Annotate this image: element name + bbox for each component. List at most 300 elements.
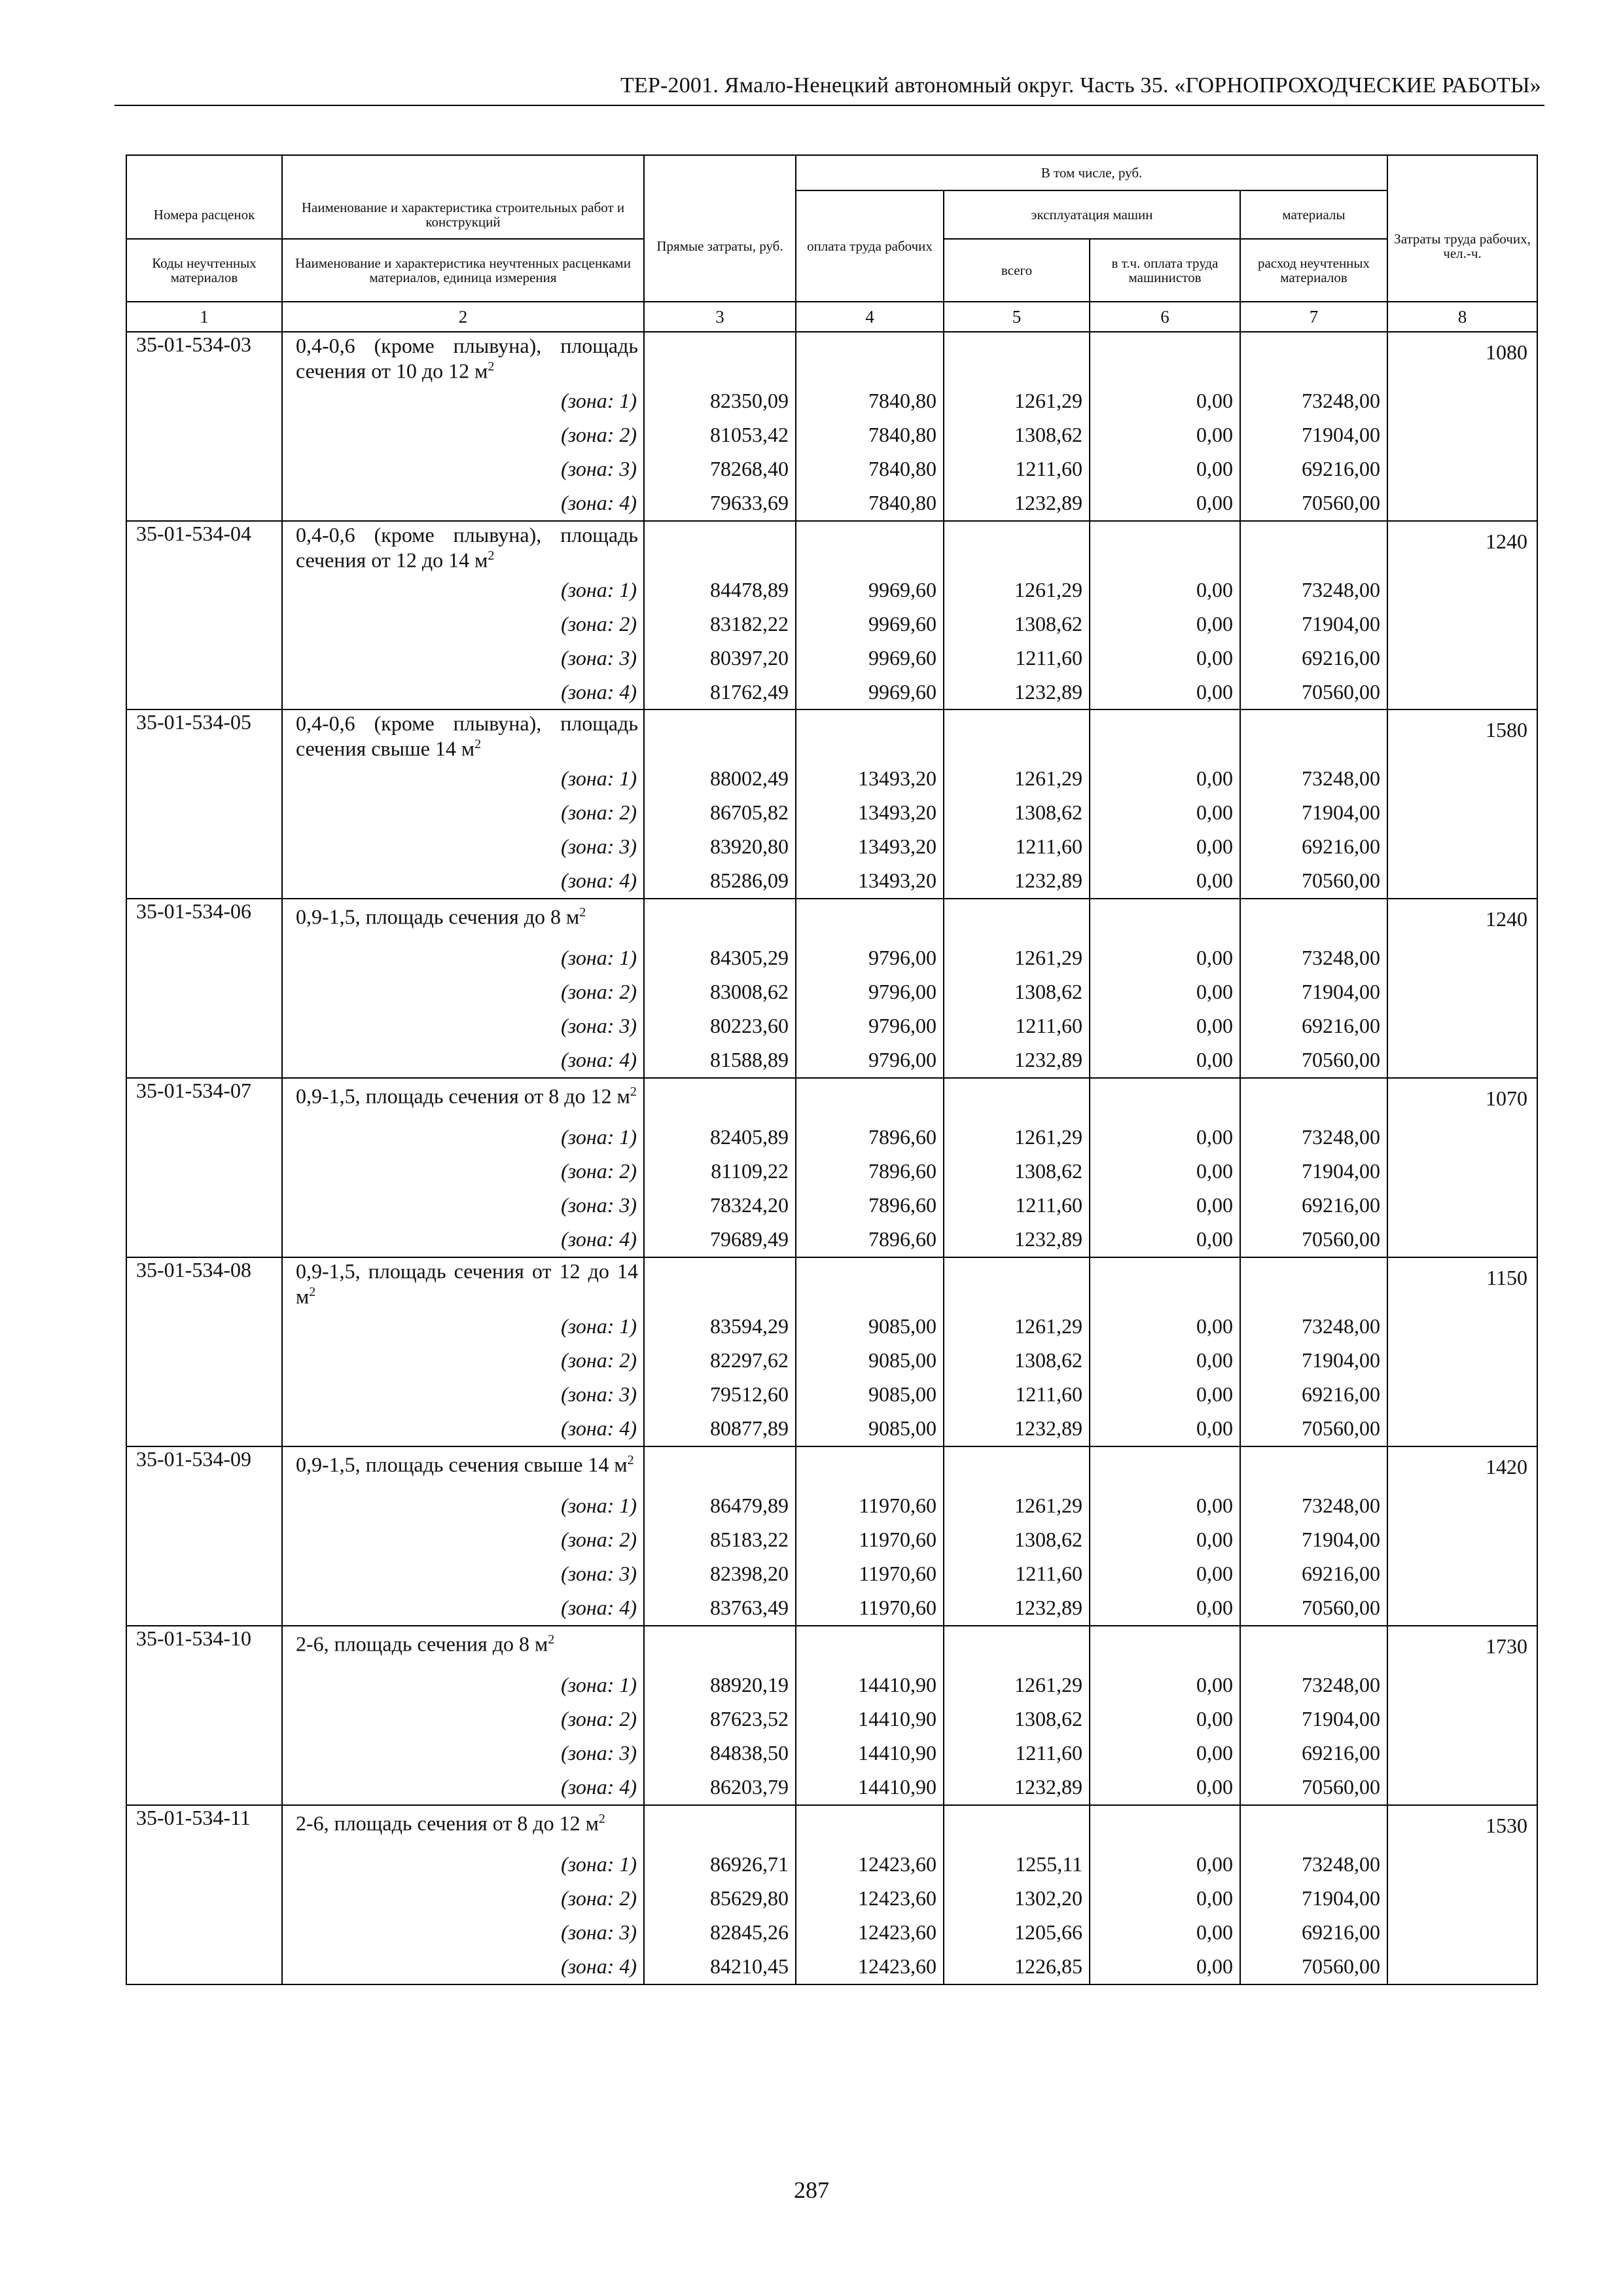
zone-label: (зона: 1)	[282, 1121, 644, 1155]
wages-header: оплата труда рабочих	[796, 190, 944, 302]
materials-value: 69216,00	[1240, 1189, 1387, 1223]
operator-wages-value: 0,00	[1090, 864, 1240, 899]
empty-cell	[1387, 1489, 1537, 1523]
operator-wages-value: 0,00	[1090, 1523, 1240, 1557]
wages-value: 9969,60	[796, 573, 944, 607]
empty-cell	[126, 1009, 282, 1043]
operator-wages-value: 0,00	[1090, 975, 1240, 1009]
machine-total-value: 1211,60	[944, 452, 1090, 486]
empty-cell	[126, 1557, 282, 1591]
rate-code: 35-01-534-10	[126, 1626, 282, 1668]
wages-value: 13493,20	[796, 762, 944, 796]
rate-description-text: 2-6, площадь сечения от 8 до 12	[296, 1811, 580, 1835]
zone-label: (зона: 4)	[282, 1412, 644, 1446]
labor-costs: 1080	[1387, 332, 1537, 384]
materials-value: 73248,00	[1240, 573, 1387, 607]
empty-cell	[1387, 1770, 1537, 1805]
empty-cell	[944, 899, 1090, 941]
materials-value: 70560,00	[1240, 486, 1387, 521]
area-exponent: 2	[474, 737, 482, 752]
direct-costs-value: 78268,40	[644, 452, 796, 486]
machine-total-value: 1232,89	[944, 1591, 1090, 1626]
empty-cell	[944, 1257, 1090, 1310]
rate-description	[282, 1805, 644, 1848]
empty-cell	[126, 1668, 282, 1702]
empty-cell	[126, 452, 282, 486]
area-exponent: 2	[488, 548, 495, 563]
rate-title-row	[126, 521, 1537, 573]
rate-code: 35-01-534-07	[126, 1078, 282, 1121]
zone-label: (зона: 2)	[282, 1523, 644, 1557]
rate-title-row	[126, 709, 1537, 762]
zone-row	[126, 1223, 1537, 1257]
wages-value: 14410,90	[796, 1770, 944, 1805]
empty-cell	[644, 1626, 796, 1668]
zone-row	[126, 452, 1537, 486]
direct-costs-value: 81109,22	[644, 1155, 796, 1189]
empty-cell	[1387, 486, 1537, 521]
empty-cell	[1387, 1523, 1537, 1557]
machine-total-value: 1232,89	[944, 1223, 1090, 1257]
area-unit: м	[585, 1811, 599, 1835]
empty-cell	[644, 1078, 796, 1121]
zone-row	[126, 1189, 1537, 1223]
area-unit: м	[474, 548, 488, 572]
wages-value: 9085,00	[796, 1310, 944, 1344]
zone-row	[126, 1702, 1537, 1736]
direct-costs-header: Прямые затраты, руб.	[644, 190, 796, 302]
rate-code: 35-01-534-09	[126, 1446, 282, 1489]
direct-costs-value: 83594,29	[644, 1310, 796, 1344]
direct-costs-value: 81053,42	[644, 418, 796, 452]
machine-total-value: 1261,29	[944, 1668, 1090, 1702]
materials-header: материалы	[1240, 190, 1387, 239]
work-name-header: Наименование и характеристика строительных работ и конструкций	[282, 190, 644, 239]
materials-value: 73248,00	[1240, 384, 1387, 418]
area-exponent: 2	[548, 1632, 555, 1647]
machine-total-value: 1232,89	[944, 1770, 1090, 1805]
zone-label: (зона: 1)	[282, 941, 644, 975]
wages-value: 13493,20	[796, 796, 944, 830]
area-unit: м	[535, 1632, 548, 1656]
empty-cell	[1090, 899, 1240, 941]
direct-costs-value: 82350,09	[644, 384, 796, 418]
materials-value: 70560,00	[1240, 864, 1387, 899]
operator-wages-value: 0,00	[1090, 1310, 1240, 1344]
rate-description-text: 2-6, площадь сечения до 8	[296, 1632, 530, 1656]
operator-wages-value: 0,00	[1090, 1009, 1240, 1043]
area-unit: м	[566, 905, 580, 929]
empty-cell	[1387, 864, 1537, 899]
machine-total-value: 1308,62	[944, 1344, 1090, 1378]
materials-value: 71904,00	[1240, 418, 1387, 452]
empty-cell	[1240, 1626, 1387, 1668]
page-number: 287	[794, 2177, 829, 2203]
rate-description	[282, 1257, 644, 1310]
direct-costs-value: 86479,89	[644, 1489, 796, 1523]
area-unit: м	[614, 1452, 628, 1477]
empty-cell	[1387, 1344, 1537, 1378]
machine-total-value: 1232,89	[944, 1043, 1090, 1078]
wages-value: 14410,90	[796, 1702, 944, 1736]
zone-row	[126, 675, 1537, 709]
empty-cell	[1387, 1009, 1537, 1043]
zone-row	[126, 1121, 1537, 1155]
empty-cell	[126, 1378, 282, 1412]
zone-label: (зона: 1)	[282, 1848, 644, 1882]
rate-description	[282, 1078, 644, 1121]
zone-row	[126, 1557, 1537, 1591]
zone-row	[126, 1770, 1537, 1805]
labor-costs: 1070	[1387, 1078, 1537, 1121]
empty-cell	[126, 1155, 282, 1189]
labor-costs: 1240	[1387, 521, 1537, 573]
operator-wages-value: 0,00	[1090, 1121, 1240, 1155]
empty-cell	[1240, 1257, 1387, 1310]
zone-row	[126, 1412, 1537, 1446]
rate-title-row	[126, 1626, 1537, 1668]
wages-value: 13493,20	[796, 830, 944, 864]
zone-label: (зона: 1)	[282, 1310, 644, 1344]
zone-row	[126, 607, 1537, 641]
direct-costs-value: 80223,60	[644, 1009, 796, 1043]
empty-cell	[1240, 899, 1387, 941]
machine-total-value: 1232,89	[944, 1412, 1090, 1446]
zone-label: (зона: 4)	[282, 1950, 644, 1984]
empty-cell	[1387, 607, 1537, 641]
empty-cell	[1387, 1223, 1537, 1257]
unaccounted-materials-header: расход неучтенных материалов	[1240, 239, 1387, 302]
empty-cell	[796, 332, 944, 384]
empty-cell	[796, 899, 944, 941]
materials-value: 71904,00	[1240, 975, 1387, 1009]
empty-cell	[1090, 1257, 1240, 1310]
empty-cell	[644, 521, 796, 573]
rate-title-row	[126, 1078, 1537, 1121]
direct-costs-value: 84478,89	[644, 573, 796, 607]
materials-value: 71904,00	[1240, 607, 1387, 641]
empty-cell	[1387, 1378, 1537, 1412]
direct-costs-value: 83763,49	[644, 1591, 796, 1626]
zone-row	[126, 1736, 1537, 1770]
machine-total-value: 1308,62	[944, 1155, 1090, 1189]
materials-value: 71904,00	[1240, 1523, 1387, 1557]
direct-costs-value: 82398,20	[644, 1557, 796, 1591]
empty-cell	[644, 1257, 796, 1310]
rate-title-row	[126, 1805, 1537, 1848]
direct-costs-value: 87623,52	[644, 1702, 796, 1736]
empty-cell	[1387, 452, 1537, 486]
machine-total-value: 1261,29	[944, 1121, 1090, 1155]
rate-numbers-header: Номера расценок	[126, 190, 282, 239]
empty-cell	[644, 332, 796, 384]
machine-total-value: 1232,89	[944, 486, 1090, 521]
empty-cell	[796, 1626, 944, 1668]
zone-label: (зона: 1)	[282, 1489, 644, 1523]
rate-code: 35-01-534-05	[126, 709, 282, 762]
direct-costs-value: 78324,20	[644, 1189, 796, 1223]
wages-value: 7896,60	[796, 1155, 944, 1189]
rate-description	[282, 332, 644, 384]
materials-value: 73248,00	[1240, 1848, 1387, 1882]
zone-label: (зона: 2)	[282, 1882, 644, 1916]
labor-costs: 1240	[1387, 899, 1537, 941]
machine-operation-header: эксплуатация машин	[944, 190, 1240, 239]
empty-cell	[126, 1223, 282, 1257]
zone-label: (зона: 4)	[282, 1770, 644, 1805]
materials-value: 69216,00	[1240, 452, 1387, 486]
direct-costs-value: 84305,29	[644, 941, 796, 975]
zone-label: (зона: 3)	[282, 1916, 644, 1950]
empty-cell	[1240, 521, 1387, 573]
col-number: 5	[944, 302, 1090, 332]
machine-total-value: 1211,60	[944, 1736, 1090, 1770]
empty-cell	[1387, 941, 1537, 975]
machine-total-value: 1211,60	[944, 1378, 1090, 1412]
empty-cell	[126, 1310, 282, 1344]
zone-label: (зона: 3)	[282, 1189, 644, 1223]
zone-row	[126, 1668, 1537, 1702]
materials-value: 69216,00	[1240, 1009, 1387, 1043]
rate-description	[282, 1446, 644, 1489]
wages-value: 11970,60	[796, 1489, 944, 1523]
col-number: 4	[796, 302, 944, 332]
rate-title-row	[126, 899, 1537, 941]
wages-value: 9969,60	[796, 641, 944, 675]
empty-cell	[1387, 975, 1537, 1009]
rate-description-text: 0,4-0,6 (кроме плывуна), площадь сечения от 10 до 12	[296, 334, 638, 383]
materials-value: 71904,00	[1240, 1702, 1387, 1736]
materials-value: 71904,00	[1240, 1882, 1387, 1916]
machine-total-value: 1308,62	[944, 975, 1090, 1009]
empty-cell	[126, 1702, 282, 1736]
empty-cell	[944, 1626, 1090, 1668]
empty-cell	[944, 709, 1090, 762]
direct-costs-value: 86203,79	[644, 1770, 796, 1805]
zone-label: (зона: 2)	[282, 1702, 644, 1736]
operator-wages-value: 0,00	[1090, 486, 1240, 521]
materials-value: 73248,00	[1240, 1310, 1387, 1344]
empty-cell	[1387, 1310, 1537, 1344]
zone-label: (зона: 1)	[282, 1668, 644, 1702]
zone-label: (зона: 1)	[282, 384, 644, 418]
empty-cell	[1387, 1043, 1537, 1078]
wages-value: 7840,80	[796, 486, 944, 521]
zone-row	[126, 1916, 1537, 1950]
zone-row	[126, 1950, 1537, 1984]
area-unit: м	[296, 1284, 310, 1308]
materials-value: 70560,00	[1240, 1412, 1387, 1446]
empty-cell	[1387, 675, 1537, 709]
zone-row	[126, 762, 1537, 796]
rate-code: 35-01-534-08	[126, 1257, 282, 1310]
empty-cell	[126, 762, 282, 796]
zone-label: (зона: 2)	[282, 607, 644, 641]
empty-cell	[1387, 384, 1537, 418]
materials-value: 73248,00	[1240, 1668, 1387, 1702]
empty-cell	[126, 830, 282, 864]
running-header: ТЕР-2001. Ямало-Ненецкий автономный округ. Часть 35. «ГОРНОПРОХОДЧЕСКИЕ РАБОТЫ»	[620, 73, 1541, 98]
wages-value: 14410,90	[796, 1668, 944, 1702]
operator-wages-value: 0,00	[1090, 1155, 1240, 1189]
operator-wages-value: 0,00	[1090, 1043, 1240, 1078]
operator-wages-value: 0,00	[1090, 1378, 1240, 1412]
operator-wages-value: 0,00	[1090, 1344, 1240, 1378]
zone-row	[126, 1378, 1537, 1412]
empty-cell	[644, 709, 796, 762]
wages-value: 9969,60	[796, 607, 944, 641]
empty-cell	[126, 1736, 282, 1770]
machine-total-value: 1308,62	[944, 607, 1090, 641]
zone-label: (зона: 2)	[282, 418, 644, 452]
empty-cell	[1387, 573, 1537, 607]
area-unit: м	[461, 736, 475, 761]
wages-value: 9085,00	[796, 1344, 944, 1378]
direct-costs-value: 82845,26	[644, 1916, 796, 1950]
rate-title-row	[126, 332, 1537, 384]
empty-cell	[126, 1950, 282, 1984]
empty-cell	[126, 675, 282, 709]
zone-row	[126, 486, 1537, 521]
empty-cell	[944, 521, 1090, 573]
empty-cell	[126, 796, 282, 830]
area-exponent: 2	[309, 1284, 316, 1299]
direct-costs-value: 86705,82	[644, 796, 796, 830]
materials-value: 69216,00	[1240, 1736, 1387, 1770]
zone-label: (зона: 3)	[282, 1736, 644, 1770]
rate-description-text: 0,9-1,5, площадь сечения свыше 14	[296, 1452, 609, 1477]
empty-cell	[1240, 1446, 1387, 1489]
including-header: В том числе, руб.	[796, 155, 1387, 190]
empty-cell	[126, 1770, 282, 1805]
area-exponent: 2	[579, 905, 586, 920]
zone-label: (зона: 3)	[282, 1557, 644, 1591]
empty-cell	[1387, 1916, 1537, 1950]
zone-row	[126, 384, 1537, 418]
empty-cell	[126, 1916, 282, 1950]
machine-total-value: 1302,20	[944, 1882, 1090, 1916]
direct-costs-value: 82405,89	[644, 1121, 796, 1155]
zone-label: (зона: 2)	[282, 1155, 644, 1189]
rates-table	[126, 154, 1538, 1985]
operator-wages-value: 0,00	[1090, 1736, 1240, 1770]
operator-wages-value: 0,00	[1090, 641, 1240, 675]
zone-row	[126, 1591, 1537, 1626]
labor-costs: 1150	[1387, 1257, 1537, 1310]
area-exponent: 2	[630, 1084, 637, 1099]
empty-cell	[1387, 1848, 1537, 1882]
rate-description	[282, 899, 644, 941]
wages-value: 7840,80	[796, 384, 944, 418]
machine-total-value: 1255,11	[944, 1848, 1090, 1882]
empty-cell	[1387, 641, 1537, 675]
empty-cell	[126, 1848, 282, 1882]
operator-wages-value: 0,00	[1090, 1848, 1240, 1882]
empty-cell	[1090, 1626, 1240, 1668]
empty-cell	[644, 1805, 796, 1848]
zone-label: (зона: 2)	[282, 1344, 644, 1378]
wages-value: 11970,60	[796, 1591, 944, 1626]
machine-total-value: 1261,29	[944, 1310, 1090, 1344]
machine-total-value: 1308,62	[944, 796, 1090, 830]
empty-cell	[1387, 1412, 1537, 1446]
table-body	[126, 332, 1537, 1984]
operator-wages-value: 0,00	[1090, 1916, 1240, 1950]
rate-title-row	[126, 1257, 1537, 1310]
empty-cell	[1090, 1446, 1240, 1489]
machine-total-value: 1232,89	[944, 675, 1090, 709]
direct-costs-value: 86926,71	[644, 1848, 796, 1882]
direct-costs-value: 85183,22	[644, 1523, 796, 1557]
zone-row	[126, 1489, 1537, 1523]
wages-value: 12423,60	[796, 1848, 944, 1882]
area-exponent: 2	[488, 359, 495, 374]
wages-value: 9796,00	[796, 1043, 944, 1078]
zone-label: (зона: 3)	[282, 641, 644, 675]
empty-cell	[796, 709, 944, 762]
operator-wages-value: 0,00	[1090, 762, 1240, 796]
zone-row	[126, 1155, 1537, 1189]
operator-wages-value: 0,00	[1090, 1882, 1240, 1916]
wages-value: 7896,60	[796, 1189, 944, 1223]
direct-costs-value: 82297,62	[644, 1344, 796, 1378]
empty-cell	[126, 641, 282, 675]
area-unit: м	[616, 1084, 630, 1108]
direct-costs-value: 81762,49	[644, 675, 796, 709]
zone-label: (зона: 4)	[282, 1591, 644, 1626]
empty-cell	[126, 607, 282, 641]
operator-wages-value: 0,00	[1090, 1950, 1240, 1984]
empty-cell	[1387, 1155, 1537, 1189]
zone-row	[126, 1523, 1537, 1557]
direct-costs-value: 83008,62	[644, 975, 796, 1009]
operator-wages-value: 0,00	[1090, 1489, 1240, 1523]
operator-wages-value: 0,00	[1090, 607, 1240, 641]
zone-label: (зона: 4)	[282, 1223, 644, 1257]
machine-total-value: 1261,29	[944, 384, 1090, 418]
zone-label: (зона: 3)	[282, 1009, 644, 1043]
wages-value: 11970,60	[796, 1523, 944, 1557]
rate-description-text: 0,9-1,5, площадь сечения от 8 до 12	[296, 1084, 612, 1108]
rate-title-row	[126, 1446, 1537, 1489]
labor-costs: 1420	[1387, 1446, 1537, 1489]
empty-cell	[1387, 1557, 1537, 1591]
operator-wages-header: в т.ч. оплата труда машинистов	[1090, 239, 1240, 302]
empty-cell	[126, 1489, 282, 1523]
direct-costs-value: 85286,09	[644, 864, 796, 899]
empty-cell	[126, 1121, 282, 1155]
empty-cell	[126, 486, 282, 521]
empty-cell	[944, 1805, 1090, 1848]
operator-wages-value: 0,00	[1090, 1412, 1240, 1446]
zone-row	[126, 830, 1537, 864]
wages-value: 9796,00	[796, 941, 944, 975]
empty-cell	[1387, 830, 1537, 864]
materials-value: 69216,00	[1240, 1916, 1387, 1950]
materials-value: 71904,00	[1240, 796, 1387, 830]
zone-row	[126, 864, 1537, 899]
zone-row	[126, 1310, 1537, 1344]
direct-costs-value: 88002,49	[644, 762, 796, 796]
col-number: 6	[1090, 302, 1240, 332]
materials-value: 70560,00	[1240, 1043, 1387, 1078]
col-number: 7	[1240, 302, 1387, 332]
empty-cell	[644, 899, 796, 941]
operator-wages-value: 0,00	[1090, 796, 1240, 830]
operator-wages-value: 0,00	[1090, 1557, 1240, 1591]
rate-description	[282, 709, 644, 762]
labor-costs: 1730	[1387, 1626, 1537, 1668]
